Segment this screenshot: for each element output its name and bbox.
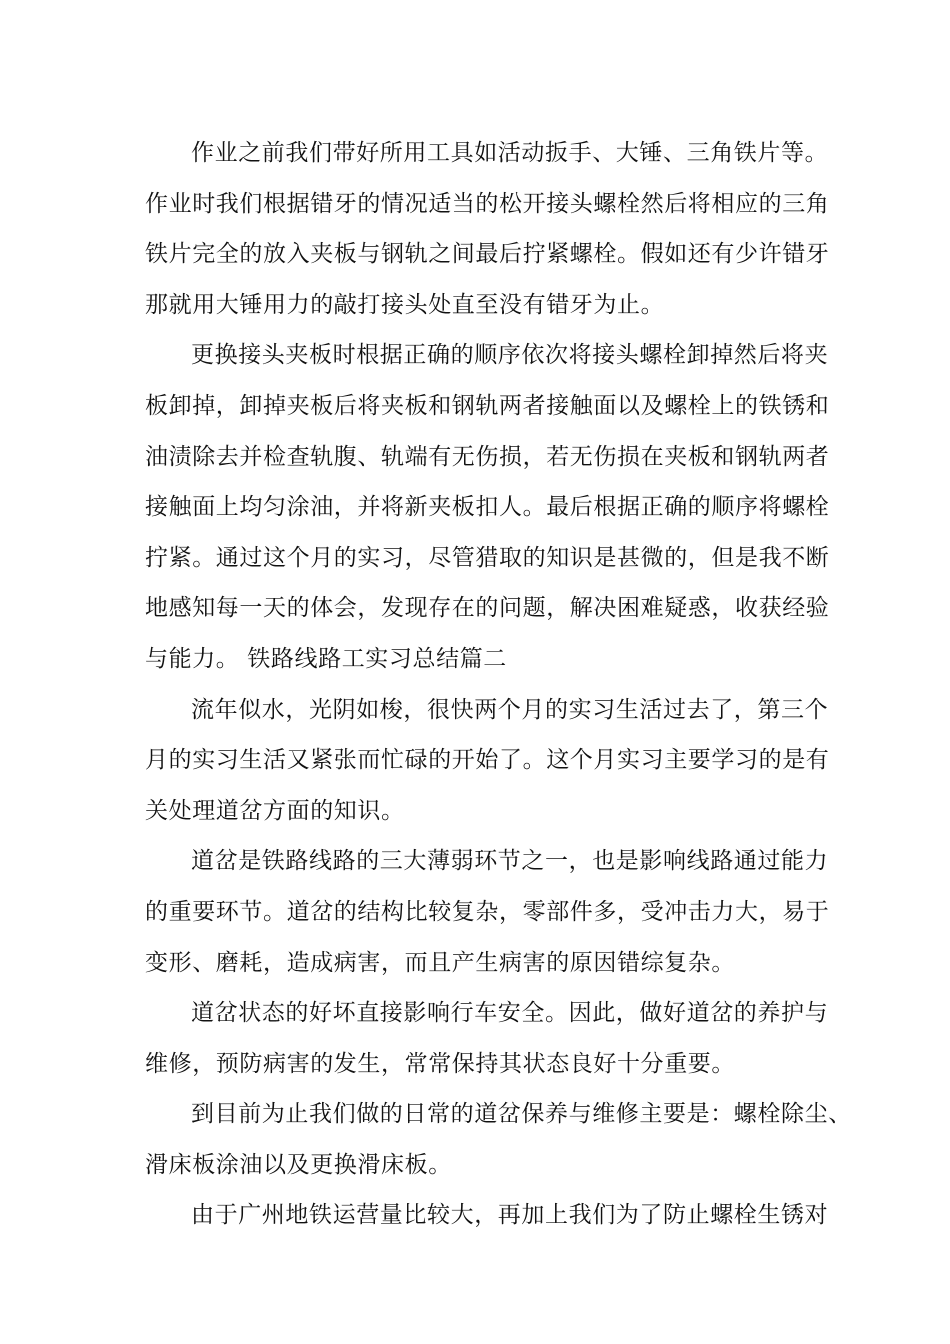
paragraph-line: 那就用大锤用力的敲打接头处直至没有错牙为止。 xyxy=(145,291,665,318)
paragraph-line: 与能力。 铁路线路工实习总结篇二 xyxy=(145,645,507,672)
paragraph-line: 关处理道岔方面的知识。 xyxy=(145,797,405,824)
paragraph-line: 滑床板涂油以及更换滑床板。 xyxy=(145,1151,452,1178)
paragraph-line: 月的实习生活又紧张而忙碌的开始了。这个月实习主要学习的是有 xyxy=(145,747,830,774)
paragraph-line: 作业之前我们带好所用工具如活动扳手、大锤、三角铁片等。 xyxy=(191,140,829,166)
paragraph-line: 更换接头夹板时根据正确的顺序依次将接头螺栓卸掉然后将夹 xyxy=(191,342,829,369)
paragraph-line: 拧紧。通过这个月的实习，尽管猎取的知识是甚微的，但是我不断 xyxy=(145,544,830,571)
paragraph-line: 变形、磨耗，造成病害，而且产生病害的原因错综复杂。 xyxy=(145,949,735,976)
paragraph-line: 油渍除去并检查轨腹、轨端有无伤损，若无伤损在夹板和钢轨两者 xyxy=(145,443,830,470)
document-body xyxy=(145,128,852,1241)
paragraph-line: 地感知每一天的体会，发现存在的问题，解决困难疑惑，收获经验 xyxy=(145,595,830,622)
paragraph-line: 板卸掉，卸掉夹板后将夹板和钢轨两者接触面以及螺栓上的铁锈和 xyxy=(145,392,830,419)
paragraph-line: 流年似水，光阴如梭，很快两个月的实习生活过去了，第三个 xyxy=(191,696,829,723)
paragraph-line: 作业时我们根据错牙的情况适当的松开接头螺栓然后将相应的三角 xyxy=(145,190,830,217)
paragraph-line: 道岔是铁路线路的三大薄弱环节之一，也是影响线路通过能力 xyxy=(191,848,829,875)
paragraph-line: 维修，预防病害的发生，常常保持其状态良好十分重要。 xyxy=(145,1050,735,1077)
paragraph-line: 到目前为止我们做的日常的道岔保养与维修主要是：螺栓除尘、 xyxy=(191,1101,852,1128)
paragraph-line: 的重要环节。道岔的结构比较复杂，零部件多，受冲击力大，易于 xyxy=(145,898,830,925)
paragraph-line: 道岔状态的好坏直接影响行车安全。因此，做好道岔的养护与 xyxy=(191,1000,829,1027)
paragraph-line: 铁片完全的放入夹板与钢轨之间最后拧紧螺栓。假如还有少许错牙 xyxy=(145,241,830,268)
paragraph-line: 接触面上均匀涂油，并将新夹板扣人。最后根据正确的顺序将螺栓 xyxy=(145,494,830,521)
paragraph-line: 由于广州地铁运营量比较大，再加上我们为了防止螺栓生锈对 xyxy=(191,1202,829,1229)
